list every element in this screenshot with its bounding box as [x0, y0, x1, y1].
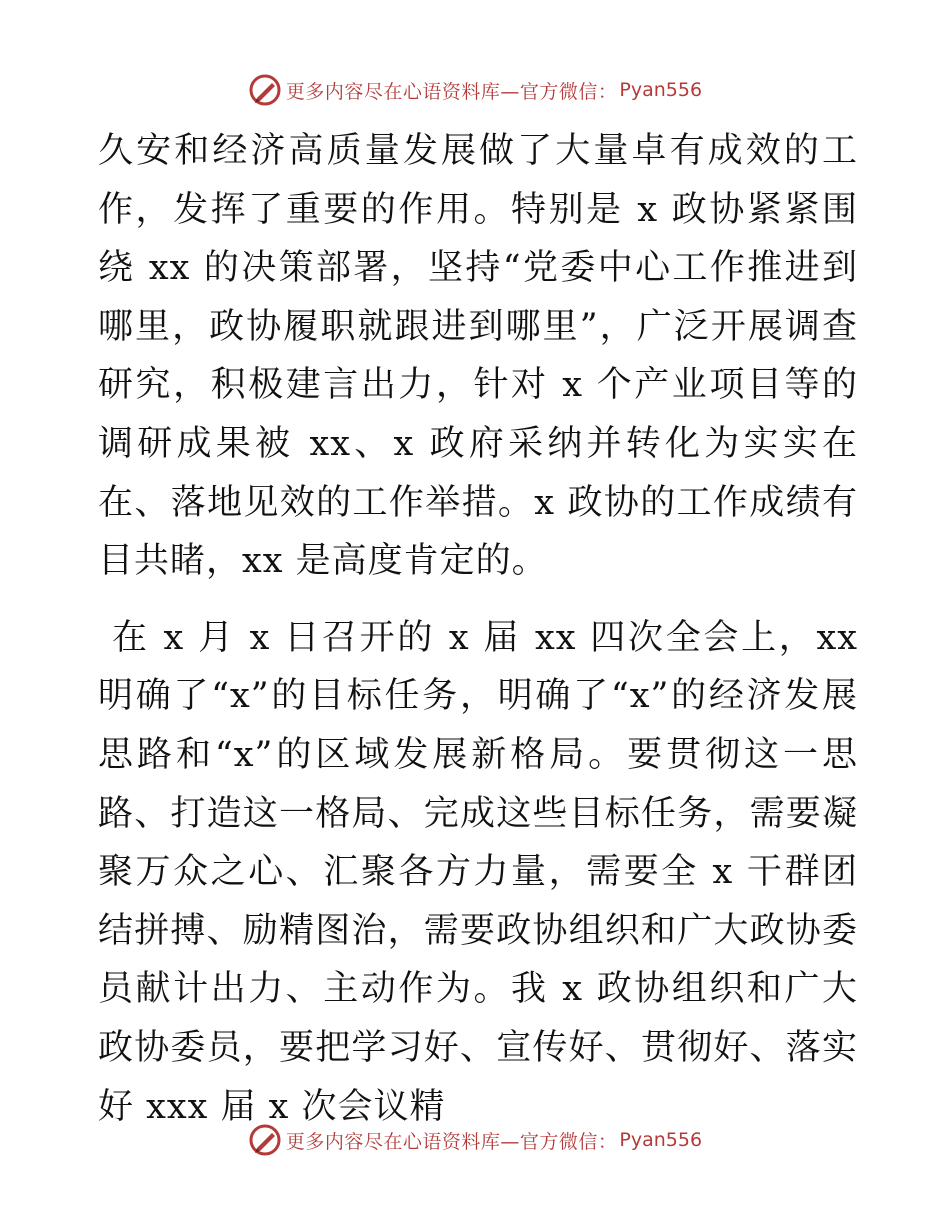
pen-logo-icon: [248, 73, 282, 107]
footer-wechat-id: Pyan556: [619, 1129, 703, 1151]
page-footer: [0, 1120, 950, 1160]
document-body: [98, 122, 858, 1136]
paragraph-2: 在 x 月 x 日召开的 x 届 xx 四次全会上，xx 明确了“x”的目标任务，明确了“x”的经济发展思路和“x”的区域发展新格局。要贯彻这一思路、打造这一格局、完成这些目标任务，需要凝聚万众之心、汇聚各方力量，需要全 x 干群团结拼搏、励精图治，需要政协组织和广大政协委员献计出力、主动作为。我 x 政协组织和广大政协委员，要把学习好、宣传好、贯彻好、落实好 xxx 届 x 次会议精: [98, 617, 858, 1127]
header-brand-text: 更多内容尽在心语资料库—官方微信：: [285, 80, 618, 103]
footer-brand-text: 更多内容尽在心语资料库—官方微信：: [285, 1130, 618, 1153]
pen-logo-icon: [248, 1123, 282, 1157]
paragraph-1: 久安和经济高质量发展做了大量卓有成效的工作，发挥了重要的作用。特别是 x 政协紧紧围绕 xx 的决策部署，坚持“党委中心工作推进到哪里，政协履职就跟进到哪里”，广泛开展调查研究，积极建言出力，针对 x 个产业项目等的调研成果被 xx、x 政府采纳并转化为实实在在、落地见效的工作举措。x 政协的工作成绩有目共睹，xx 是高度肯定的。: [98, 131, 858, 582]
page-header: [0, 70, 950, 110]
header-wechat-id: Pyan556: [619, 79, 703, 101]
